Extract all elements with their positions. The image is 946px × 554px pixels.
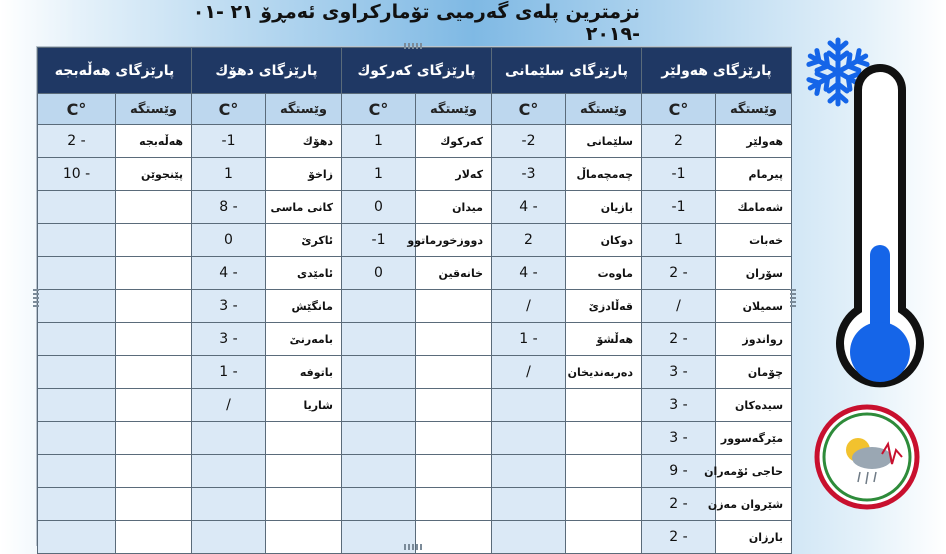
station-column-header: وێستگە — [716, 94, 792, 125]
station-name — [416, 323, 492, 356]
station-name — [116, 191, 192, 224]
temperature-value: 2 - — [642, 488, 716, 521]
temperature-value — [342, 488, 416, 521]
temperature-value: 1 - — [492, 323, 566, 356]
station-name: بازیان — [566, 191, 642, 224]
temperature-value: 1 — [192, 158, 266, 191]
station-name: مێرگەسوور — [716, 422, 792, 455]
temperature-table-frame — [36, 46, 792, 546]
station-name: چەمچەماڵ — [566, 158, 642, 191]
station-name — [416, 422, 492, 455]
temperature-value: 10 - — [38, 158, 116, 191]
meteorology-logo — [812, 402, 922, 512]
station-name: پیرمام — [716, 158, 792, 191]
station-name: میدان — [416, 191, 492, 224]
temperature-value: / — [492, 356, 566, 389]
temperature-value: 1 — [642, 224, 716, 257]
station-name — [116, 257, 192, 290]
temperature-value — [38, 389, 116, 422]
temperature-value — [492, 422, 566, 455]
table-row — [38, 158, 792, 191]
temperature-value — [342, 356, 416, 389]
page-title: نزمترین پلەی گەرمیی تۆمارکراوی ئەمڕۆ ٢١ -٠١ -٢٠١٩ — [192, 1, 640, 45]
temperature-value — [192, 455, 266, 488]
station-name — [416, 356, 492, 389]
station-name: هەڵەبجە — [116, 125, 192, 158]
temperature-table — [37, 47, 792, 554]
governorate-header: پارێزگای دهۆك — [192, 48, 342, 94]
station-name — [116, 488, 192, 521]
station-name: هەڵشۆ — [566, 323, 642, 356]
governorate-header: پارێزگای كەركوك — [342, 48, 492, 94]
resize-handle-left[interactable] — [33, 287, 39, 307]
station-name: سیدەكان — [716, 389, 792, 422]
thermometer-icon — [820, 80, 920, 400]
station-name — [266, 455, 342, 488]
station-name: كەلار — [416, 158, 492, 191]
temperature-value: 2 — [642, 125, 716, 158]
station-name: كانی ماسی — [266, 191, 342, 224]
station-name: رواندوز — [716, 323, 792, 356]
station-name: بارزان — [716, 521, 792, 554]
temperature-value: 4 - — [492, 257, 566, 290]
station-name: هەولێر — [716, 125, 792, 158]
temperature-value: 8 - — [192, 191, 266, 224]
temperature-value: / — [492, 290, 566, 323]
station-name — [116, 521, 192, 554]
station-name — [566, 488, 642, 521]
temperature-value — [38, 488, 116, 521]
temperature-value: / — [192, 389, 266, 422]
temperature-value — [192, 488, 266, 521]
degree-column-header: °C — [342, 94, 416, 125]
station-name: خەبات — [716, 224, 792, 257]
station-name: سمیلان — [716, 290, 792, 323]
station-name: سلێمانی — [566, 125, 642, 158]
degree-column-header: °C — [192, 94, 266, 125]
station-column-header: وێستگە — [416, 94, 492, 125]
degree-column-header: °C — [642, 94, 716, 125]
temperature-value — [38, 521, 116, 554]
station-name — [266, 422, 342, 455]
degree-column-header: °C — [492, 94, 566, 125]
temperature-value: 1 — [342, 158, 416, 191]
resize-handle-bottom[interactable] — [404, 544, 424, 550]
station-name: كەركوك — [416, 125, 492, 158]
table-row — [38, 389, 792, 422]
temperature-value: 1 — [342, 125, 416, 158]
temperature-value: 4 - — [192, 257, 266, 290]
temperature-value: -1 — [642, 158, 716, 191]
table-row — [38, 488, 792, 521]
temperature-value — [492, 488, 566, 521]
temperature-value: 4 - — [492, 191, 566, 224]
station-name — [116, 455, 192, 488]
station-name: شێروان مەزن — [716, 488, 792, 521]
station-name — [116, 356, 192, 389]
station-name: حاجی ئۆمەران — [716, 455, 792, 488]
temperature-value: 0 — [342, 191, 416, 224]
temperature-value — [342, 290, 416, 323]
governorate-header-row — [38, 48, 792, 94]
table-row — [38, 323, 792, 356]
station-name — [566, 521, 642, 554]
temperature-value: 2 - — [642, 521, 716, 554]
station-name: پێنجوێن — [116, 158, 192, 191]
temperature-value: 3 - — [642, 389, 716, 422]
station-name: ئامێدی — [266, 257, 342, 290]
table-row — [38, 422, 792, 455]
station-name — [116, 290, 192, 323]
governorate-header: پارێزگای هەڵەبجە — [38, 48, 192, 94]
temperature-value — [38, 224, 116, 257]
station-name — [566, 422, 642, 455]
station-column-header: وێستگە — [116, 94, 192, 125]
station-name: دووزخورماتوو — [416, 224, 492, 257]
temperature-value: 0 — [192, 224, 266, 257]
temperature-value: 2 — [492, 224, 566, 257]
station-name: سۆران — [716, 257, 792, 290]
temperature-value — [38, 455, 116, 488]
temperature-value — [342, 422, 416, 455]
temperature-value: 3 - — [642, 356, 716, 389]
temperature-value — [492, 521, 566, 554]
station-name — [416, 455, 492, 488]
station-name — [416, 290, 492, 323]
table-row — [38, 191, 792, 224]
temperature-value: -1 — [342, 224, 416, 257]
station-name: دهۆك — [266, 125, 342, 158]
temperature-value: -2 — [492, 125, 566, 158]
temperature-value — [342, 455, 416, 488]
table-row — [38, 257, 792, 290]
temperature-value — [342, 389, 416, 422]
temperature-value — [342, 323, 416, 356]
station-name — [566, 389, 642, 422]
station-name: دوكان — [566, 224, 642, 257]
temperature-value: 3 - — [192, 290, 266, 323]
station-name: دەربەندیخان — [566, 356, 642, 389]
station-name: خانەقین — [416, 257, 492, 290]
station-name — [266, 521, 342, 554]
temperature-value — [492, 455, 566, 488]
temperature-value — [38, 257, 116, 290]
temperature-value: 2 - — [642, 257, 716, 290]
table-row — [38, 455, 792, 488]
station-name: باتوفە — [266, 356, 342, 389]
temperature-value: 2 - — [38, 125, 116, 158]
temperature-value: 3 - — [642, 422, 716, 455]
station-name — [566, 455, 642, 488]
degree-column-header: °C — [38, 94, 116, 125]
temperature-value — [38, 191, 116, 224]
station-name: ئاكرێ — [266, 224, 342, 257]
temperature-value: -3 — [492, 158, 566, 191]
table-row — [38, 224, 792, 257]
table-row — [38, 290, 792, 323]
temperature-value — [38, 323, 116, 356]
temperature-value: 0 — [342, 257, 416, 290]
temperature-value: -1 — [642, 191, 716, 224]
station-name — [116, 224, 192, 257]
table-row — [38, 356, 792, 389]
temperature-value — [192, 422, 266, 455]
station-name: شەمامك — [716, 191, 792, 224]
station-name — [116, 389, 192, 422]
station-name — [116, 422, 192, 455]
temperature-value: -1 — [192, 125, 266, 158]
temperature-value: 3 - — [192, 323, 266, 356]
temperature-value — [38, 422, 116, 455]
station-name — [116, 323, 192, 356]
station-name: ماوەت — [566, 257, 642, 290]
station-name: شاریا — [266, 389, 342, 422]
resize-handle-right[interactable] — [790, 287, 796, 307]
station-name — [266, 488, 342, 521]
station-name: مانگێش — [266, 290, 342, 323]
station-name — [416, 521, 492, 554]
temperature-value — [38, 290, 116, 323]
table-row — [38, 125, 792, 158]
temperature-value — [38, 356, 116, 389]
station-name: چۆمان — [716, 356, 792, 389]
station-name: بامەرنێ — [266, 323, 342, 356]
station-column-header: وێستگە — [566, 94, 642, 125]
temperature-value — [492, 389, 566, 422]
station-name — [416, 488, 492, 521]
station-name: قەڵادزێ — [566, 290, 642, 323]
temperature-value — [192, 521, 266, 554]
resize-handle-top[interactable] — [404, 43, 424, 49]
governorate-header: پارێزگای هەولێر — [642, 48, 792, 94]
governorate-header: پارێزگای سلێمانی — [492, 48, 642, 94]
station-name — [416, 389, 492, 422]
temperature-value: 1 - — [192, 356, 266, 389]
temperature-value: 9 - — [642, 455, 716, 488]
station-name: زاخۆ — [266, 158, 342, 191]
temperature-value: 2 - — [642, 323, 716, 356]
column-header-row — [38, 94, 792, 125]
station-column-header: وێستگە — [266, 94, 342, 125]
temperature-value: / — [642, 290, 716, 323]
